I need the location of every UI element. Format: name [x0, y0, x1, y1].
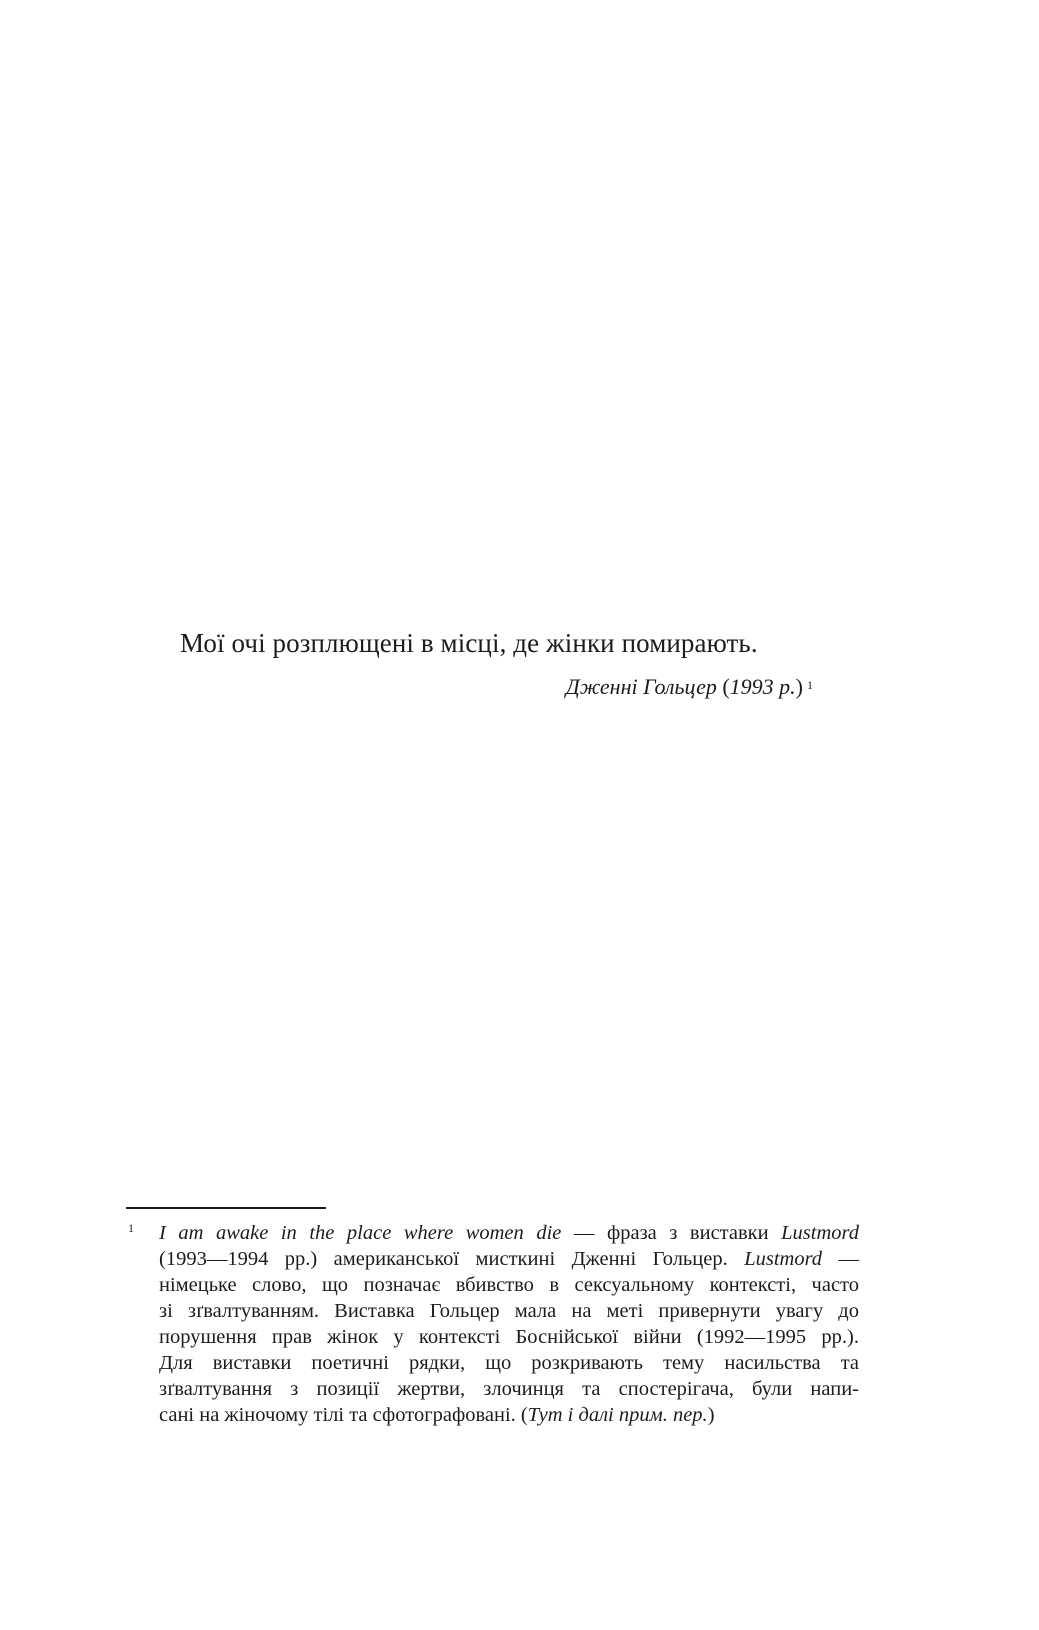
footnote-line — [159, 1298, 859, 1324]
footnote-line — [159, 1272, 859, 1298]
footnote-text: — — [822, 1248, 859, 1270]
footnote-marker: 1 — [128, 1221, 134, 1235]
footnote-italic: Lustmord — [781, 1222, 859, 1244]
footnote-line — [159, 1220, 859, 1246]
epigraph — [180, 627, 810, 659]
footnote-text: німецьке слово, що позначає вбивство в сексуальному контексті, часто — [159, 1274, 859, 1296]
attribution-paren-close: ) — [795, 674, 803, 699]
footnote-italic: Тут і далі прим. пер. — [527, 1404, 708, 1426]
footnote-body — [159, 1220, 859, 1428]
footnote-separator-rule — [126, 1207, 326, 1209]
footnote-text: сані на жіночому тілі та сфотографовані. ( — [159, 1404, 528, 1426]
footnote-text: (1993—1994 рр.) американської мисткині Дженні Гольцер. — [159, 1248, 745, 1270]
footnote-text: зґвалтування з позиції жертви, злочинця та спостерігача, були напи- — [159, 1378, 859, 1400]
footnote-italic: I am awake in the place where women die — [159, 1222, 562, 1244]
footnote-line — [159, 1350, 859, 1376]
footnote-text: — фраза з виставки — [561, 1222, 782, 1244]
epigraph-attribution — [566, 673, 813, 701]
attribution-author: Дженні Гольцер — [565, 674, 717, 699]
footnote-text: порушення прав жінок у контексті Боснійської війни (1992—1995 рр.). — [159, 1326, 859, 1348]
footnote-text: зі зґвалтуванням. Виставка Гольцер мала на меті привернути увагу до — [159, 1300, 859, 1322]
footnote-line — [159, 1402, 859, 1428]
footnote — [126, 1220, 861, 1428]
footnote-line — [159, 1324, 859, 1350]
footnote-reference[interactable]: 1 — [807, 678, 813, 692]
footnote-text: Для виставки поетичні рядки, що розкривають тему насильства та — [159, 1352, 859, 1374]
attribution-year: 1993 р. — [729, 674, 796, 699]
footnote-text: ) — [707, 1404, 715, 1426]
footnote-italic: Lustmord — [744, 1248, 823, 1270]
footnote-line — [159, 1246, 859, 1272]
footnote-line — [159, 1376, 859, 1402]
attribution-paren-open: ( — [722, 674, 730, 699]
epigraph-quote: Мої очі розплющені в місці, де жінки помирають. — [180, 628, 758, 658]
